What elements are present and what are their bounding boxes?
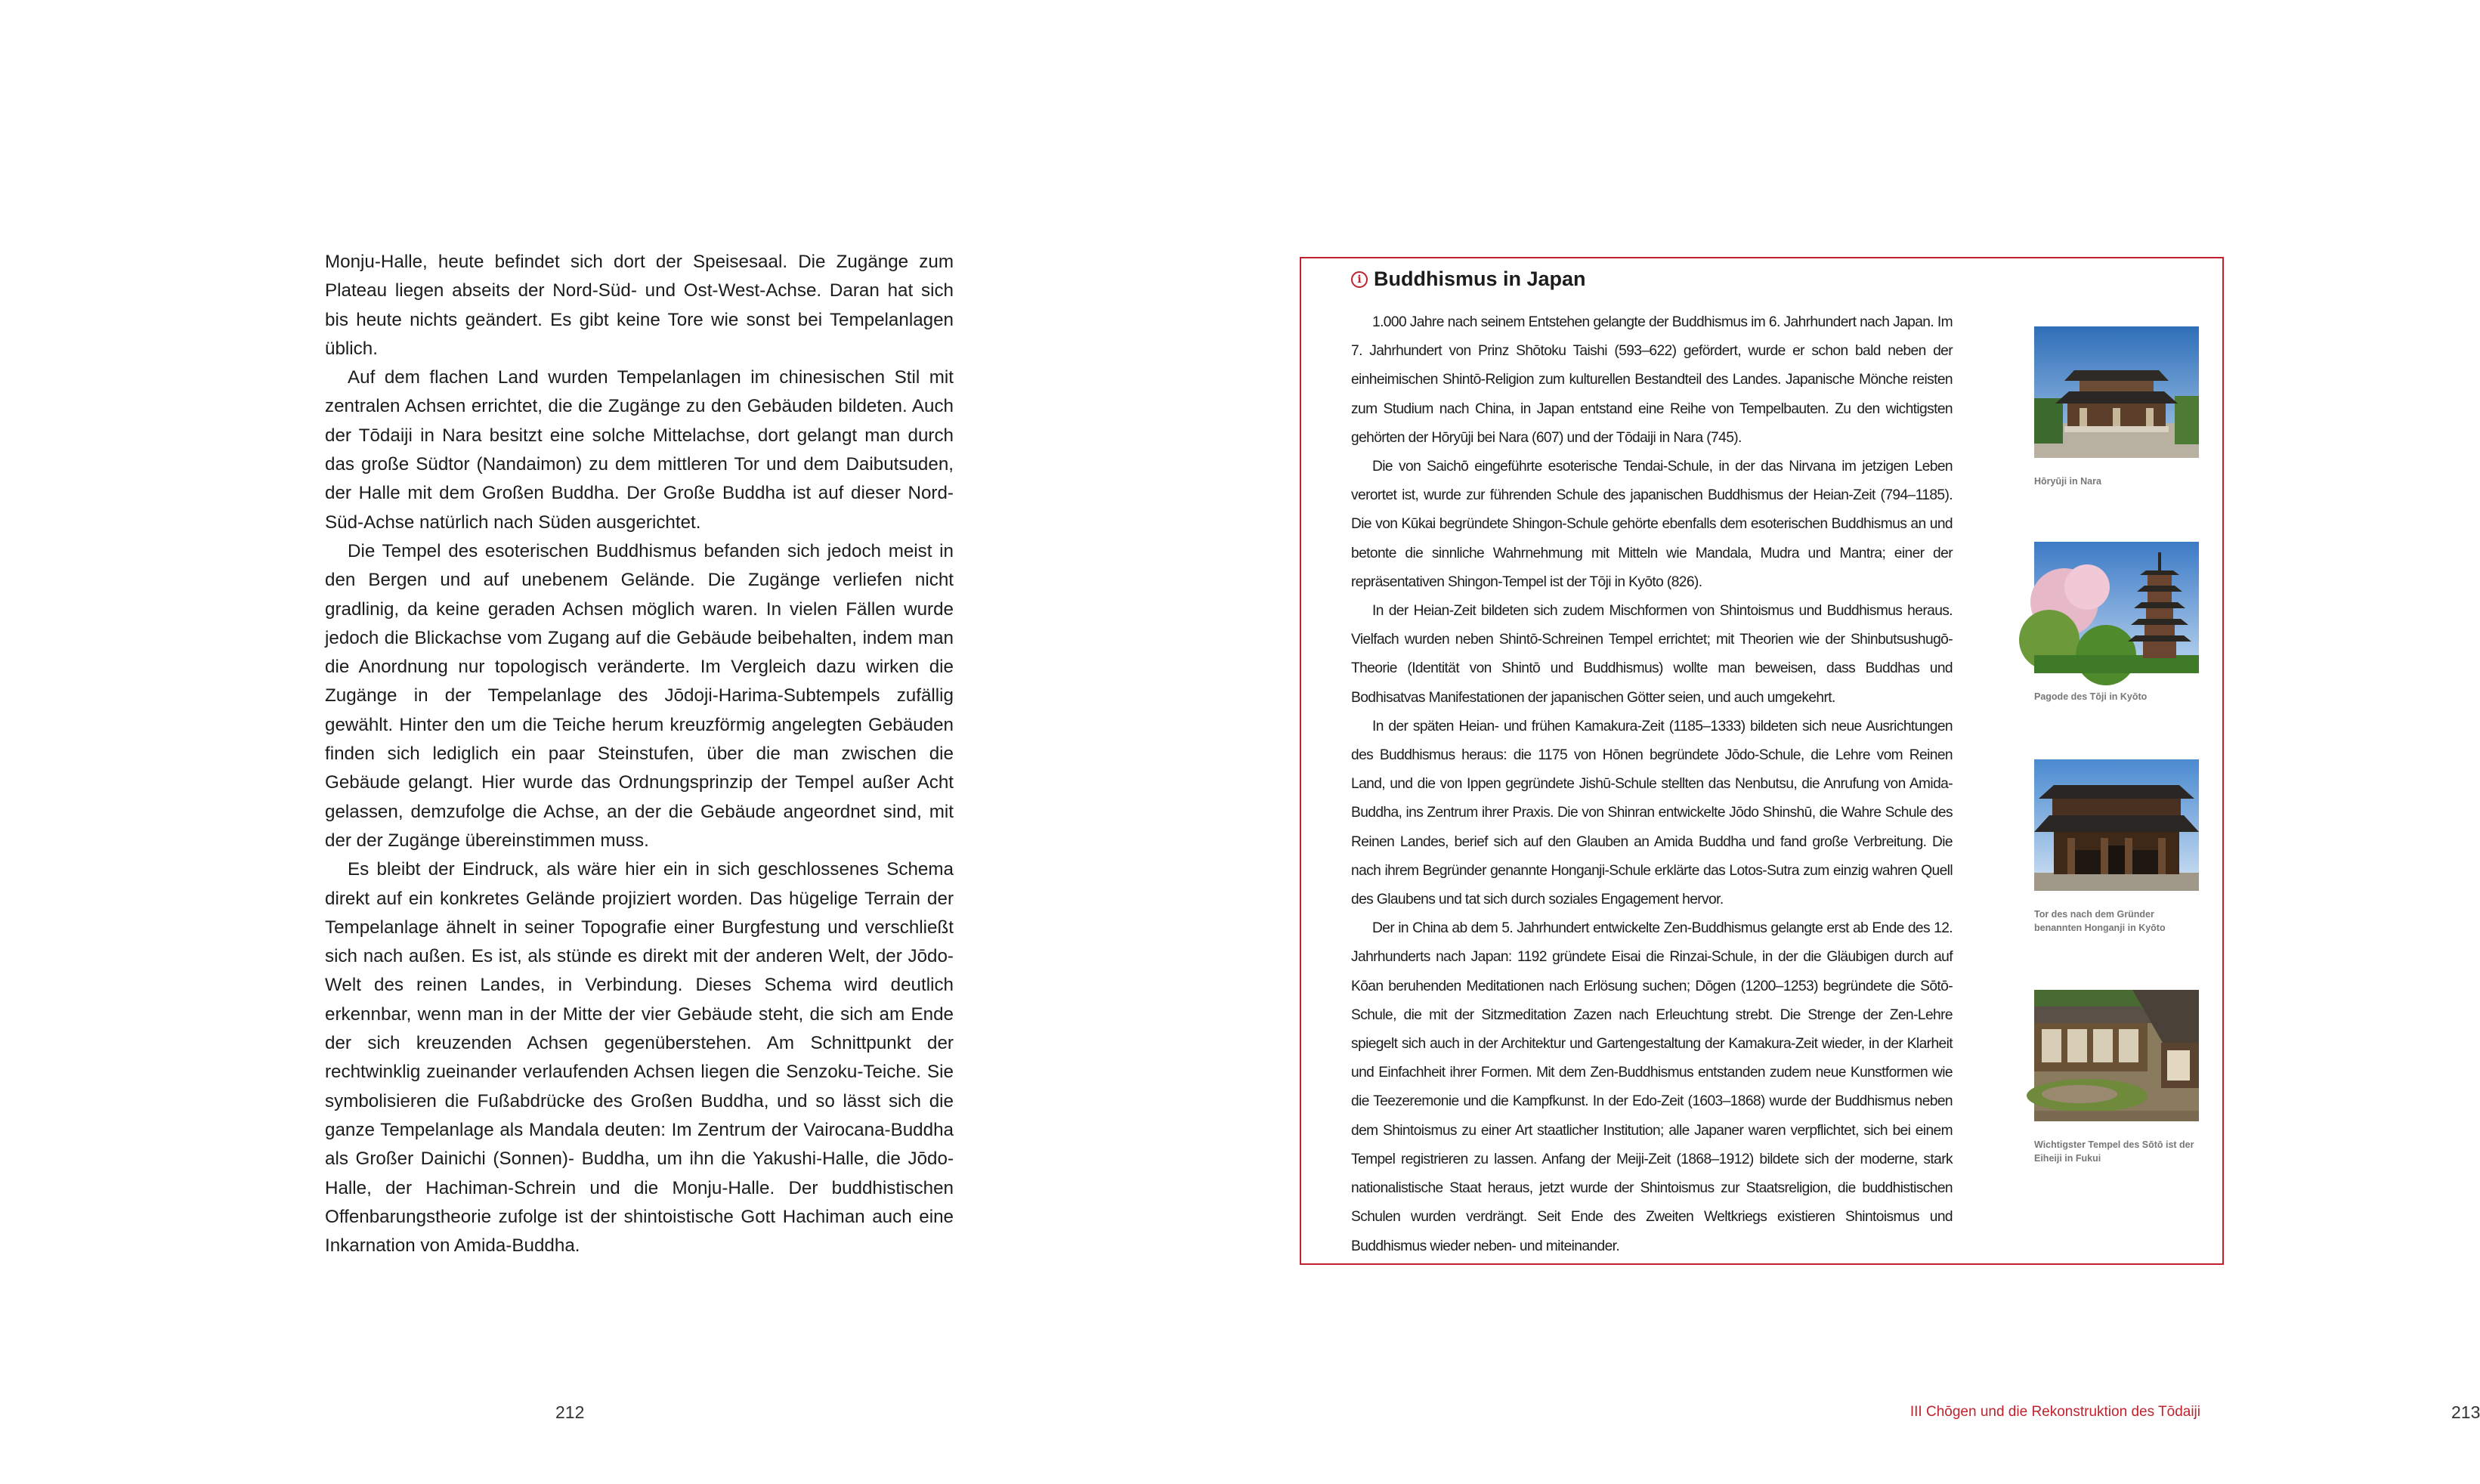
box-paragraph-3: In der Heian-Zeit bildeten sich zudem Mischformen von Shintoismus und Buddhismus heraus. Vielfach wurden neben Shintō-Schreinen Tempel errichtet; mit Theorien wie der Shinbutsushugō-Theorie (Identität von Shintō und Buddhismus) wollte man beweisen, dass Buddhas und Bodhisatvas Manifestationen der japanischen Götter seien, und auch umgekehrt.	[1351, 603, 1953, 706]
box-paragraph-2: Die von Saichō eingeführte esoterische Tendai-Schule, in der das Nirvana im jetzigen Leben verortet ist, wurde zur führenden Schule des japanischen Buddhismus der Heian-Zeit (794–1185). Die von Kūkai begründete Shingon-Schule gehörte ebenfalls dem esoterischen Buddhismus an und betonte die sinnliche Wahrnehmung mit Mitteln wie Mandala, Mudra und Mantra; einer der repräsentativen Shingon-Tempel ist der Tōji in Kyōto (826).	[1351, 459, 1953, 590]
left-body-text	[325, 248, 954, 1260]
figure-eiheiji	[2034, 990, 2200, 1165]
page-number-right: 213	[2451, 1402, 2480, 1422]
left-paragraph-2: Auf dem flachen Land wurden Tempelanlagen im chinesischen Stil mit zentralen Achsen errichtet, die die Zugänge zu den Gebäuden bildeten. Auch der Tōdaiji in Nara besitzt eine solche Mittelachse, dort gelangt man durch das große Südtor (Nandaimon) zu dem mittleren Tor und dem Daibutsuden, der Halle mit dem Großen Buddha. Der Große Buddha ist auf dieser Nord-Süd-Achse natürlich nach Süden ausgerichtet.	[325, 367, 954, 533]
box-paragraph-5: Der in China ab dem 5. Jahrhundert entwickelte Zen-Buddhismus gelangte erst ab Ende des 12. Jahrhunderts nach Japan: 1192 gründete Eisai die Rinzai-Schule, in der die Gläubigen durch auf Kōan beruhenden Meditationen nach Erlösung suchen; Dōgen (1200–1253) begründete die Sōtō-Schule, die mit der Sitzmeditation Zazen nach Erleuchtung strebt. Die Strenge der Zen-Lehre spiegelt sich auch in der Architektur und Gartengestaltung der Kamakura-Zeit wieder, in der Klarheit und Einfachheit ihrer Formen. Mit dem Zen-Buddhismus entstanden zudem neue Kunstformen wie die Teezeremonie und die Kampfkunst. In der Edo-Zeit (1603–1868) wurde der Buddhismus neben dem Shintoismus zu einer Art staatlicher Institution; alle Japaner waren verpflichtet, sich bei einem Tempel registrieren zu lassen. Anfang der Meiji-Zeit (1868–1912) bildete sich der moderne, stark nationalistische Staat heraus, jetzt wurde der Shintoismus zur Staatsreligion, die buddhistischen Schulen wurden verdrängt. Seit Ende des Zweiten Weltkriegs existieren Shintoismus und Buddhismus wieder neben- und miteinander.	[1351, 920, 1953, 1254]
running-head: III Chōgen und die Rekonstruktion des Tōdaiji	[1909, 1404, 2200, 1420]
info-icon: i	[1351, 271, 1368, 288]
caption-eiheiji: Wichtigster Tempel des Sōtō ist der Eiheiji in Fukui	[2034, 1139, 2194, 1164]
box-paragraph-1: 1.000 Jahre nach seinem Entstehen gelangte der Buddhismus im 6. Jahrhundert nach Japan. Im 7. Jahrhundert von Prinz Shōtoku Taishi (593–622) gefördert, wurde er schon bald neben der einheimischen Shintō-Religion zum kulturellen Bestandteil des Landes. Japanische Mönche reisten zum Studium nach China, in Japan entstand eine Reihe von Tempelbauten. Zu den wichtigsten gehörten der Hōryūji bei Nara (607) und der Tōdaiji in Nara (745).	[1351, 314, 1953, 446]
photo-honganji-gate	[2034, 759, 2199, 891]
photo-toji-pagoda	[2034, 542, 2199, 673]
box-paragraph-4: In der späten Heian- und frühen Kamakura-Zeit (1185–1333) bildeten sich neue Ausrichtungen des Buddhismus heraus: die 1175 von Hōnen begründete Jōdo-Schule, die Lehre vom Reinen Land, und die von Ippen gegründete Jishū-Schule stellten das Nenbutsu, die Anrufung von Amida-Buddha, ins Zentrum ihrer Praxis. Die von Shinran entwickelte Jōdo Shinshū, die Wahre Schule des Reinen Landes, berief sich auf den Glauben an Amida Buddha und fand große Verbreitung. Die nach ihrem Begründer genannte Honganji-Schule erklärte das Lotos-Sutra zum einzig wahren Quell des Glaubens und tat sich durch soziales Engagement hervor.	[1351, 718, 1953, 908]
photo-eiheiji	[2034, 990, 2199, 1121]
left-page	[0, 0, 1133, 1484]
info-box	[1300, 257, 2224, 1265]
caption-horyuji: Hōryūji in Nara	[2034, 476, 2101, 487]
info-box-text	[1351, 308, 1953, 1261]
left-paragraph-4: Es bleibt der Eindruck, als wäre hier ein in sich geschlossenes Schema direkt auf ein konkretes Gelände projiziert worden. Das hügelige Terrain der Tempelanlage ähnelt in seiner Topografie einer Burgfestung und verschließt sich nach außen. Es ist, als stünde es direkt mit der anderen Welt, der Jōdo-Welt des reinen Landes, in Verbindung. Dieses Schema wird deutlich erkennbar, wenn man in der Mitte der vier Gebäude steht, die sich am Ende der sich kreuzenden Achsen gegenüberstehen. Am Schnittpunkt der rechtwinklig zueinander verlaufenden Achsen liegen die Senzoku-Teiche. Sie symbolisieren die Fußabdrücke des Großen Buddha, und so lässt sich die ganze Tempelanlage als Mandala deuten: Im Zentrum der Vairocana-Buddha als Großer Dainichi (Sonnen)- Buddha, um ihn die Yakushi-Halle, die Jōdo-Halle, der Hachiman-Schrein und die Monju-Halle. Der buddhistischen Offenbarungstheorie zufolge ist der shintoistische Gott Hachiman auch eine Inkarnation von Amida-Buddha.	[325, 859, 954, 1257]
figure-honganji-gate	[2034, 759, 2200, 935]
caption-toji-pagoda: Pagode des Tōji in Kyōto	[2034, 691, 2148, 702]
caption-honganji-gate: Tor des nach dem Gründer benannten Honganji in Kyōto	[2034, 909, 2166, 933]
page-number-left: 212	[555, 1402, 585, 1422]
photo-horyuji	[2034, 326, 2199, 458]
info-box-title: Buddhismus in Japan	[1374, 267, 1586, 290]
info-box-header	[1351, 267, 1586, 291]
left-paragraph-1: Monju-Halle, heute befindet sich dort der Speisesaal. Die Zugänge zum Plateau liegen abseits der Nord-Süd- und Ost-West-Achse. Daran hat sich bis heute nichts geändert. Es gibt keine Tore wie sonst bei Tempelanlagen üblich.	[325, 252, 954, 359]
left-paragraph-3: Die Tempel des esoterischen Buddhismus befanden sich jedoch meist in den Bergen und auf unebenem Gelände. Die Zugänge verliefen nicht gradlinig, da keine geraden Achsen möglich waren. In vielen Fällen wurde jedoch die Blickachse vom Zugang auf die Gebäude beibehalten, indem man die Anordnung nur topologisch veränderte. Im Vergleich dazu wirken die Zugänge in der Tempelanlage des Jōdoji-Harima-Subtempels zufällig gewählt. Hinter den um die Teiche herum kreuzförmig angelegten Gebäuden finden sich lediglich ein paar Steinstufen, über die man zwischen die Gebäude gelangt. Hier wurde das Ordnungsprinzip der Tempel außer Acht gelassen, demzufolge die Achse, an der die Gebäude angeordnet sind, mit der der Zugänge übereinstimmen muss.	[325, 540, 954, 851]
figure-toji-pagoda	[2034, 542, 2200, 703]
figure-horyuji	[2034, 326, 2200, 488]
